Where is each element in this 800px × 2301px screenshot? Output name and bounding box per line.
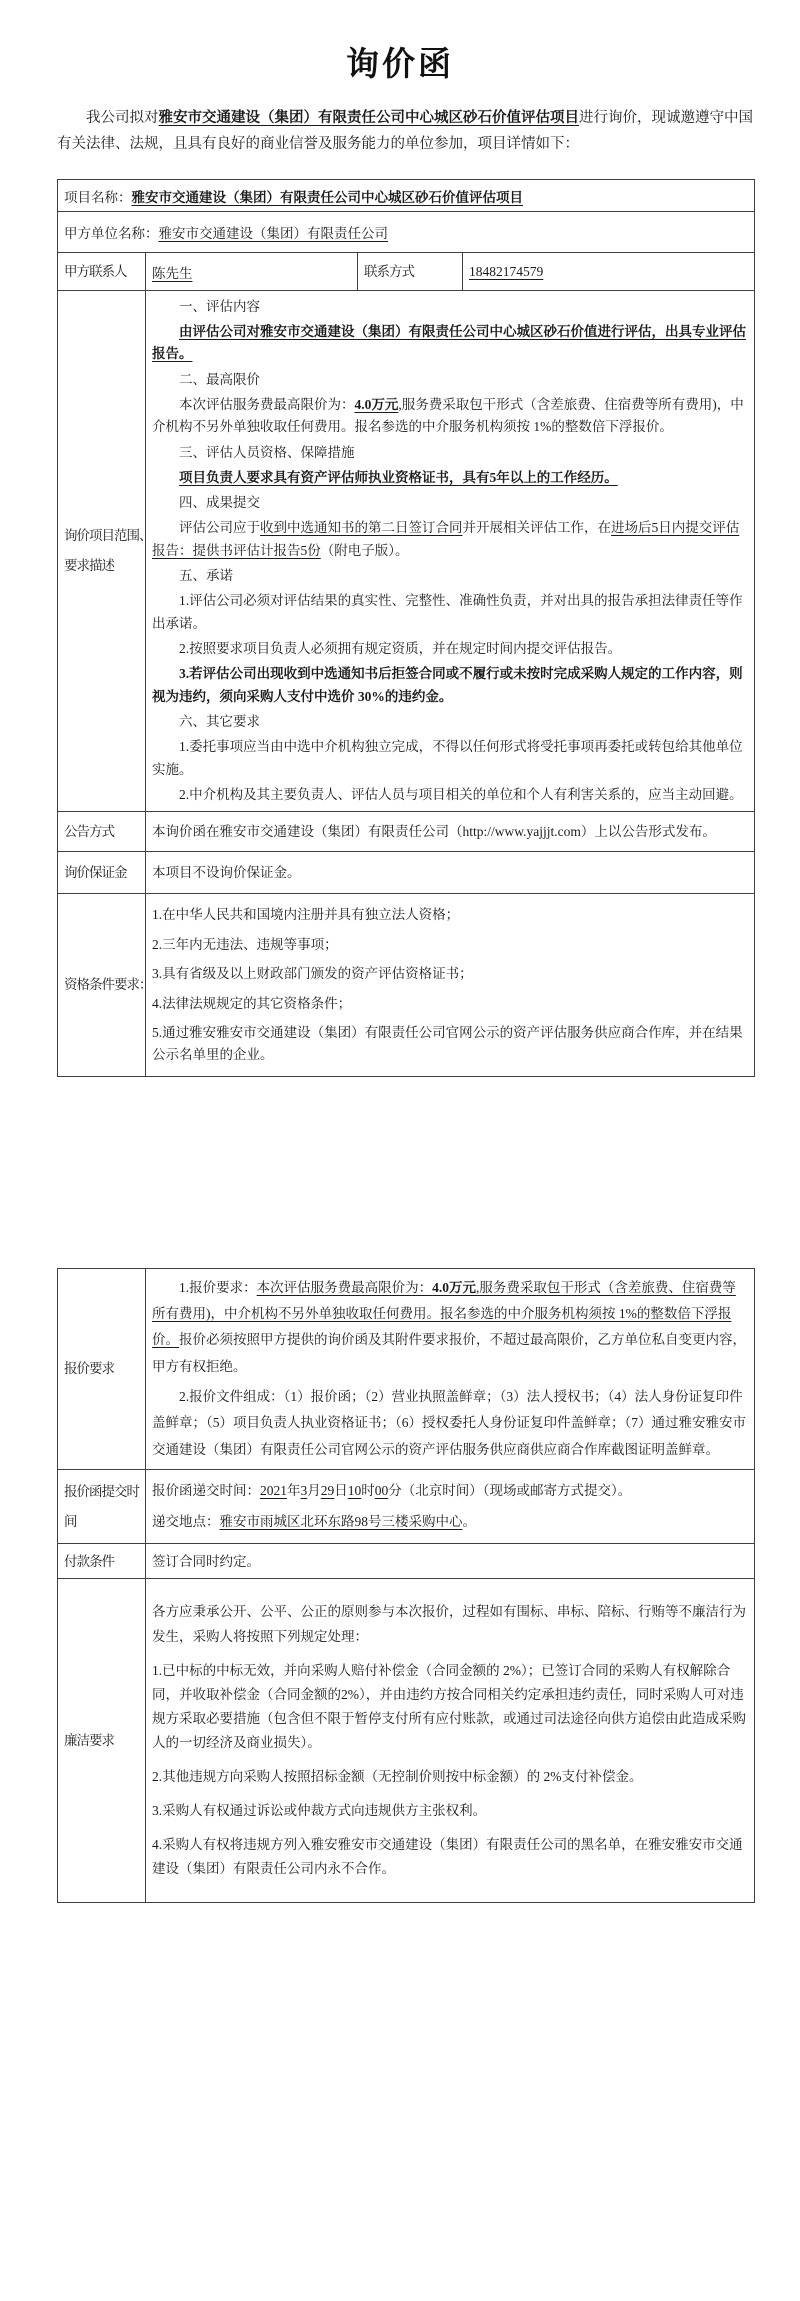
payment-terms-label	[58, 1544, 146, 1579]
paragraph	[152, 369, 748, 392]
paragraph	[152, 394, 748, 439]
paragraph	[152, 467, 748, 490]
paragraph	[152, 296, 748, 319]
contact-phone-value	[463, 253, 755, 291]
text-segment: 日	[334, 1482, 348, 1498]
quote-requirements-label	[58, 1268, 146, 1469]
paragraph	[152, 1479, 748, 1503]
paragraph	[152, 1275, 748, 1380]
paragraph	[152, 736, 748, 781]
text-segment: 1.评估公司必须对评估结果的真实性、完整性、准确性负责，并对出具的报告承担法律责任等作出承诺。	[152, 593, 743, 631]
party-a-value	[159, 226, 389, 241]
integrity-label	[58, 1579, 146, 1903]
text-segment: 进行询价，现诚邀遵守中国有关法律、法规，且具有良好的商业信誉及服务能力的单位参加，项目详情如下：	[57, 110, 753, 152]
text-segment: 报价函递交时间：	[152, 1482, 260, 1498]
row-project-name	[58, 180, 755, 212]
text-segment: 评估公司应于	[179, 520, 260, 536]
text-segment: 项目负责人要求具有资产评估师执业资格证书，具有5年以上的工作经历。	[179, 469, 618, 485]
text-segment: 4.采购人有权将违规方列入雅安雅安市交通建设（集团）有限责任公司的黑名单，在雅安雅安市交通建设（集团）有限责任公司内永不合作。	[152, 1836, 743, 1877]
text-segment: 年	[287, 1482, 301, 1498]
text-segment: 报价必须按照甲方提供的询价函及其附件要求报价，不超过最高限价，乙方单位私自变更内容，甲方有权拒绝。	[152, 1332, 746, 1374]
paragraph	[152, 711, 748, 734]
paragraph	[152, 904, 748, 926]
text-segment: 4.0万元	[432, 1279, 476, 1295]
text-segment: （附电子版）。	[320, 542, 409, 558]
document-page	[0, 38, 800, 1903]
label-line: 廉洁要求	[64, 1733, 114, 1749]
paragraph	[152, 638, 748, 661]
text-segment: 本次评估服务费最高限价为：	[256, 1279, 433, 1295]
text-segment: ,服务费采取包干形式（含差旅费、住宿费等所有费用)，中介机构不另外单独收取任何费用。报名参选的中介服务机构须按 1%的整数倍下浮报价。	[152, 1279, 736, 1348]
paragraph	[152, 492, 748, 515]
paragraph	[152, 1765, 748, 1789]
payment-terms-content	[146, 1544, 755, 1579]
text-segment: 六、其它要求	[179, 713, 260, 729]
paragraph	[152, 1799, 748, 1823]
label-line: 报价要求	[64, 1360, 114, 1376]
text-segment: 5.通过雅安雅安市交通建设（集团）有限责任公司官网公示的资产评估服务供应商合作库，并在结果公示名单里的企业。	[152, 1025, 743, 1063]
paragraph	[152, 1510, 748, 1534]
text-segment: 本次评估服务费最高限价为：	[179, 396, 355, 412]
row-contact	[58, 253, 755, 291]
label-line: 间	[64, 1513, 77, 1529]
text-segment: 2.三年内无违法、违规等事项；	[152, 936, 338, 952]
text-segment: 并开展相关评估工作，在	[462, 520, 611, 536]
text-segment: 18482174579	[469, 263, 544, 279]
text-segment: 雅安市交通建设（集团）有限责任公司中心城区砂石价值评估项目	[158, 110, 579, 126]
label-line: 公告方式	[64, 823, 114, 839]
quotation-table	[57, 1268, 755, 1904]
text-segment: 雅安市雨城区北环东路98号三楼采购中心	[219, 1514, 463, 1530]
project-name-value	[132, 190, 524, 205]
text-segment: ,服务费采取包干形式（含差旅费、住宿费等所有费用)，中介机构不另外单独收取任何费用。报名参选的中介服务机构须按 1%的整数倍下浮报价。	[152, 396, 744, 435]
label-line: 报价函提交时	[64, 1483, 139, 1499]
text-segment: 分（北京时间）（现场或邮寄方式提交）。	[388, 1482, 632, 1498]
paragraph	[152, 565, 748, 588]
text-segment: 我公司拟对	[86, 110, 159, 126]
announcement-label	[58, 812, 146, 852]
text-segment: 1.报价要求：	[179, 1279, 257, 1295]
document-title: 询价函	[346, 47, 454, 83]
text-segment: 一、评估内容	[179, 298, 260, 314]
deposit-content	[146, 852, 755, 894]
label-line: 询价保证金	[64, 864, 127, 880]
text-segment: 2.中介机构及其主要负责人、评估人员与项目相关的单位和个人有利害关系的，应当主动回避。	[179, 786, 743, 802]
text-segment: 00	[374, 1482, 389, 1498]
deposit-label	[58, 852, 146, 894]
row-qualification	[58, 894, 755, 1077]
text-segment: 1.在中华人民共和国境内注册并具有独立法人资格；	[152, 907, 460, 923]
intro-paragraph	[57, 105, 754, 157]
row-integrity	[58, 1579, 755, 1903]
text-segment: 进场后5日内提交评估报告：提供书评估计报告5份	[152, 520, 740, 558]
text-segment: 3	[300, 1482, 308, 1498]
text-segment: 4.0万元	[354, 396, 399, 412]
inquiry-info-table	[57, 179, 755, 1077]
text-segment: 3.采购人有权通过诉讼或仲裁方式向违规供方主张权利。	[152, 1803, 487, 1819]
text-segment: 3.若评估公司出现收到中选通知书后拒签合同或不履行或未按时完成采购人规定的工作内容，则视为违约，须向采购人支付中选价 30%的违约金。	[152, 666, 743, 704]
text-segment: 各方应秉承公开、公平、公正的原则参与本次报价，过程如有围标、串标、陪标、行贿等不廉洁行为发生，采购人将按照下列规定处理：	[152, 1604, 746, 1644]
project-scope-label	[58, 291, 152, 812]
label-line: 要求描述	[64, 558, 114, 574]
qualification-label	[58, 894, 152, 1077]
text-segment: 签订合同时约定。	[152, 1553, 260, 1569]
contact-phone-label: 联系方式	[358, 253, 463, 291]
text-segment: 收到中选通知书的第二日签订合同	[260, 520, 463, 536]
contact-person-value	[146, 253, 358, 291]
row-announcement	[58, 812, 755, 852]
paragraph	[152, 784, 748, 807]
project-name-label: 项目名称：	[64, 189, 132, 205]
paragraph	[152, 1550, 748, 1573]
paragraph	[152, 1600, 748, 1649]
paragraph	[152, 321, 748, 366]
text-segment: 雅安市交通建设（集团）有限责任公司中心城区砂石价值评估项目	[131, 189, 523, 205]
text-segment: 时	[361, 1482, 375, 1498]
paragraph	[152, 1659, 748, 1756]
text-segment: 五、承诺	[179, 567, 233, 583]
text-segment: 三、评估人员资格、保障措施	[179, 444, 355, 460]
label-line: 付款条件	[64, 1553, 114, 1569]
text-segment: 4.法律法规规定的其它资格条件；	[152, 995, 352, 1011]
submission-time-content	[146, 1469, 755, 1544]
text-segment: 1.已中标的中标无效，并向采购人赔付补偿金（合同金额的 2%）；已签订合同的采购人有权解除合同，并收取补偿金（合同金额的2%），并由违约方按合同相关约定承担违约责任，同时采购人可对违规方采取必要措施（包含但不限于暂停支付所有应付账款，或通过司法途径向供方追偿由此造成采购人的一切经济及商业损失）。	[152, 1662, 746, 1751]
project-scope-content	[146, 291, 755, 812]
paragraph	[152, 1833, 748, 1882]
paragraph	[152, 1022, 748, 1065]
paragraph	[152, 1384, 748, 1463]
text-segment: 雅安市交通建设（集团）有限责任公司	[158, 226, 388, 241]
text-segment: 2.按照要求项目负责人必须拥有规定资质，并在规定时间内提交评估报告。	[179, 640, 622, 656]
text-segment: 29	[320, 1482, 335, 1498]
text-segment: 由评估公司对雅安市交通建设（集团）有限责任公司中心城区砂石价值进行评估，出具专业评估报告。	[152, 323, 746, 362]
row-project-scope	[58, 291, 755, 812]
party-a-cell	[58, 212, 755, 253]
text-segment: 3.具有省级及以上财政部门颁发的资产评估资格证书；	[152, 966, 473, 982]
announcement-content	[146, 812, 755, 852]
paragraph	[152, 590, 748, 635]
text-segment: 月	[307, 1482, 321, 1498]
text-segment: 2.其他违规方向采购人按照招标金额（无控制价则按中标金额）的 2%支付补偿金。	[152, 1769, 643, 1785]
text-segment: 二、最高限价	[179, 371, 260, 387]
text-segment: 2.报价文件组成：（1）报价函；（2）营业执照盖鲜章；（3）法人授权书；（4）法人身份证复印件盖鲜章；（5）项目负责人执业资格证书；（6）授权委托人身份证复印件盖鲜章；（7）通过雅安雅安市交通建设（集团）有限责任公司官网公示的资产评估服务供应商供应商合作库截图证明盖鲜章。	[152, 1388, 746, 1457]
paragraph	[152, 663, 748, 708]
paragraph	[152, 993, 748, 1015]
text-segment: 10	[347, 1482, 362, 1498]
text-segment: 本项目不设询价保证金。	[152, 865, 301, 880]
project-name-cell	[58, 180, 755, 212]
submission-time-label	[58, 1469, 146, 1544]
text-segment: 递交地点：	[152, 1514, 220, 1530]
qualification-content	[146, 894, 755, 1077]
paragraph	[152, 963, 748, 985]
text-segment: 1.委托事项应当由中选中介机构独立完成，不得以任何形式将受托事项再委托或转包给其他单位实施。	[152, 739, 743, 777]
row-deposit	[58, 852, 755, 894]
party-a-label: 甲方单位名称：	[64, 226, 159, 241]
integrity-content	[146, 1579, 755, 1903]
text-segment: 。	[462, 1514, 476, 1530]
label-line: 询价项目范围、	[64, 528, 152, 544]
paragraph	[152, 861, 748, 884]
contact-person-label: 甲方联系人	[58, 253, 146, 291]
paragraph	[152, 820, 748, 843]
paragraph	[152, 442, 748, 465]
quote-requirements-content	[146, 1268, 755, 1469]
row-submission-time	[58, 1469, 755, 1544]
text-segment: 四、成果提交	[179, 494, 260, 510]
label-line: 资格条件要求：	[64, 977, 152, 993]
row-payment-terms	[58, 1544, 755, 1579]
text-segment: 2021	[260, 1482, 287, 1498]
text-segment: 本询价函在雅安市交通建设（集团）有限责任公司（http://www.yajjjt.com）上以公告形式发布。	[152, 824, 716, 839]
row-party-a-name	[58, 212, 755, 253]
paragraph	[152, 934, 748, 956]
row-quote-requirements	[58, 1268, 755, 1469]
paragraph	[152, 517, 748, 562]
text-segment: 陈先生	[152, 265, 193, 281]
